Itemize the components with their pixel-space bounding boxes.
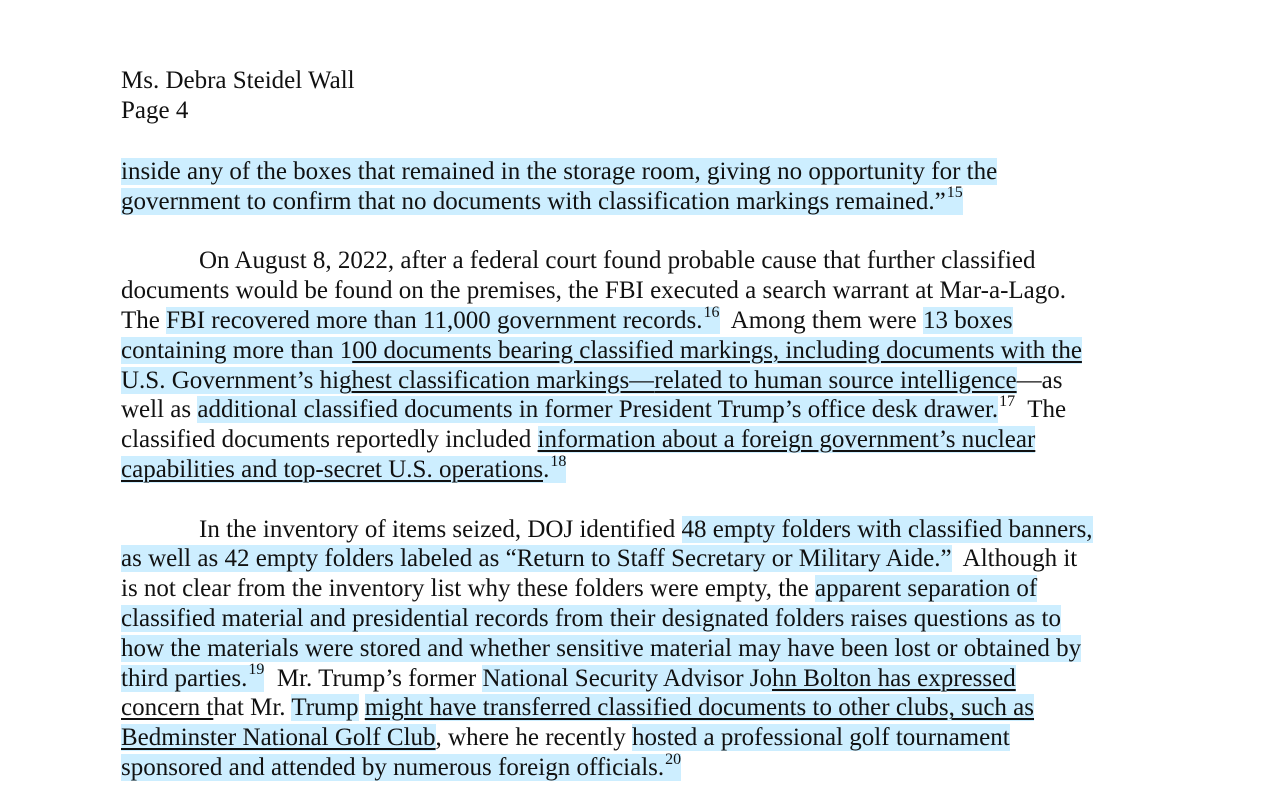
text-span: classified documents reportedly included (121, 426, 538, 454)
footnote-ref-17: 17 (999, 393, 1016, 411)
highlighted-text: hosted a professional golf tournament (631, 724, 1010, 752)
highlighted-text: additional classified documents in former President Trump’s office desk drawer. (197, 396, 999, 424)
underlined-highlight: might have transferred classified documents to other clubs, such as (364, 694, 1035, 722)
highlighted-text (121, 661, 265, 692)
p3-line-2 (121, 544, 1141, 574)
footnote-ref-20: 20 (665, 750, 682, 768)
p3-line-9 (121, 750, 1141, 783)
text-span: The (121, 306, 167, 334)
footnote-ref-15: 15 (946, 184, 963, 202)
text-span: . (543, 455, 550, 483)
highlighted-text: containing more than 1 (121, 336, 353, 364)
p2-line-1 (121, 246, 1141, 276)
highlighted-text: 13 boxes (922, 306, 1013, 334)
text-span: hat Mr. (213, 694, 292, 722)
letter-body (121, 157, 1141, 783)
footnote-ref-16: 16 (703, 303, 720, 321)
text-span: documents would be found on the premises, the FBI executed a search warrant at Mar-a-Lago. (121, 277, 1067, 305)
highlighted-text: classified material and presidential records from their designated folders raises questions as to (121, 604, 1061, 632)
footnote-ref-18: 18 (550, 452, 567, 470)
p3-line-5 (121, 634, 1141, 664)
p2-line-3 (121, 303, 1141, 336)
text-span: government to confirm that no documents with classification markings remained.” (121, 187, 946, 215)
text-span: The (1015, 396, 1067, 424)
p2-line-5 (121, 366, 1141, 396)
underlined-highlight: Bedminster National Golf Club (121, 724, 436, 752)
p2-line-7 (121, 425, 1141, 455)
text-span: well as (121, 396, 198, 424)
text-span: , where he recently (435, 724, 632, 752)
p2-line-2 (121, 276, 1141, 306)
text-span: sponsored and attended by numerous foreign officials. (121, 753, 665, 781)
highlighted-text: how the materials were stored and whether sensitive material may have been lost or obtained by (121, 634, 1082, 662)
underlined-highlight: capabilities and top-secret U.S. operations (121, 455, 544, 483)
underlined-highlight: related to human source intelligence (654, 366, 1017, 394)
highlighted-text: apparent separation of (815, 575, 1038, 603)
underlined-highlight: hest classification markings— (351, 366, 655, 394)
highlighted-text: Trump (291, 694, 359, 722)
text-span: Among them were (719, 306, 923, 334)
p2-line-4 (121, 336, 1141, 366)
p3-line-8 (121, 723, 1141, 753)
p3-line-1 (121, 515, 1141, 545)
p3-line-6 (121, 661, 1141, 694)
highlighted-text: 48 empty folders with classified banners, (681, 515, 1093, 543)
p3-line-4 (121, 604, 1141, 634)
text-span: Mr. Trump’s former (264, 664, 483, 692)
footnote-ref-19: 19 (248, 661, 265, 679)
text-span: third parties. (121, 664, 248, 692)
underlined-highlight: hn Bolton has expressed (772, 664, 1016, 692)
p3-line-7 (121, 693, 1141, 723)
page-number: Page 4 (121, 97, 189, 124)
text-span: In the inventory of items seized, DOJ identified (199, 515, 682, 543)
underlined-highlight: 00 documents bearing classified markings, including documents with the (352, 336, 1082, 364)
text-span: is not clear from the inventory list why these folders were empty, the (121, 575, 816, 603)
p3-line-3 (121, 574, 1141, 604)
text-span (359, 694, 365, 721)
p2-line-6 (121, 395, 1141, 425)
paragraph-gap (121, 485, 1141, 515)
highlighted-text (121, 184, 963, 215)
underlined-text: concern t (121, 694, 214, 722)
p1-line-1 (121, 157, 1141, 187)
text-span: —as (1016, 366, 1063, 394)
recipient-name: Ms. Debra Steidel Wall (121, 67, 355, 94)
letter-header (121, 66, 355, 126)
p1-line-2 (121, 184, 1141, 217)
highlighted-text: inside any of the boxes that remained in the storage room, giving no opportunity for the (121, 158, 998, 185)
highlighted-text: National Security Advisor Jo (482, 664, 773, 692)
highlighted-text (543, 452, 567, 483)
highlighted-text (166, 303, 720, 334)
text-span: Although it (951, 545, 1078, 573)
highlighted-text (121, 750, 682, 781)
highlighted-text: U.S. Government’s hig (121, 366, 352, 394)
highlighted-text: as well as 42 empty folders labeled as “Return to Staff Secretary or Military Aide.” (121, 545, 952, 573)
paragraph-gap (121, 217, 1141, 247)
underlined-highlight: information about a foreign government’s nuclear (537, 426, 1036, 454)
text-span: On August 8, 2022, after a federal court found probable cause that further classified (199, 247, 1036, 275)
text-span: FBI recovered more than 11,000 government records. (166, 306, 703, 334)
p2-line-8 (121, 452, 1141, 485)
